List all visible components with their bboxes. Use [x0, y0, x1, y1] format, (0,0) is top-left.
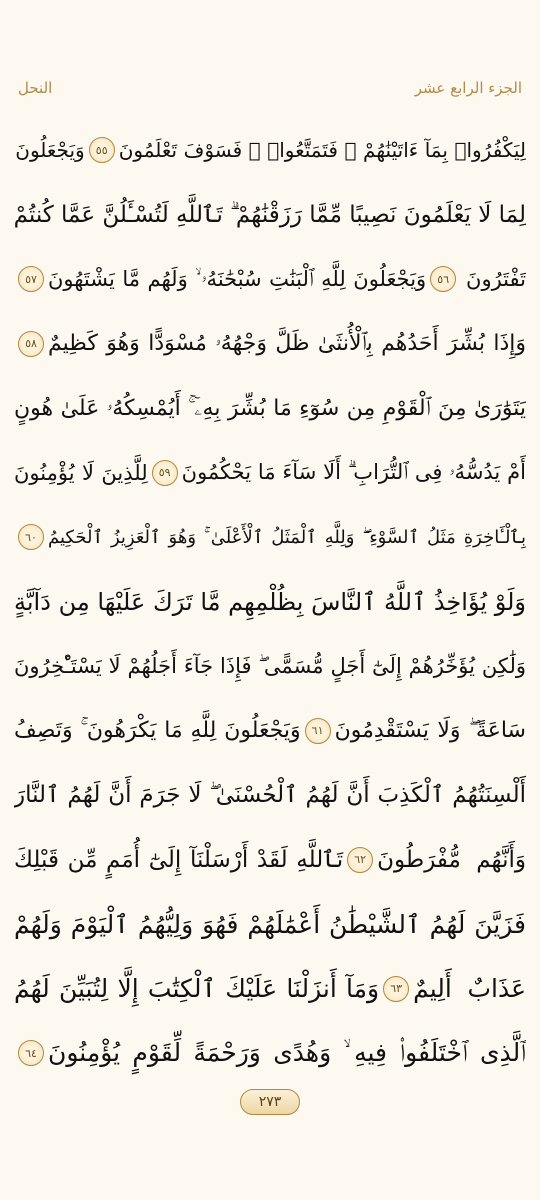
verse-text: سَاعَةً ۖ وَلَا يَسْتَقْدِمُونَ	[334, 718, 526, 744]
verse-text: وَلَٰكِن يُؤَخِّرُهُمْ إِلَىٰٓ أَجَلٍ مُّسَمًّى ۖ فَإِذَا جَآءَ أَجَلُهُمْ لَا يَسْتَـْٔخِرُونَ	[14, 653, 526, 678]
text-line	[14, 183, 526, 248]
text-line	[14, 699, 526, 764]
verse-text: وَيَجْعَلُونَ لِلَّهِ ٱلْبَنَٰتِ سُبْحَٰنَهُۥ ۙ وَلَهُم مَّا يَشْتَهُونَ	[47, 266, 427, 291]
text-line	[14, 763, 526, 828]
page-number-container	[0, 1089, 540, 1115]
text-line	[14, 570, 526, 635]
verse-text: وَمَآ أَنزَلْنَا عَلَيْكَ ٱلْكِتَٰبَ إِلَّا لِتُبَيِّنَ لَهُمُ	[14, 974, 380, 1004]
verse-text: بِٱلْـَٔاخِرَةِ مَثَلُ ٱلسَّوْءِ ۖ وَلِلَّهِ ٱلْمَثَلُ ٱلْأَعْلَىٰ ۚ وَهُوَ ٱلْعَزِيزُ ٱلْحَكِيمُ	[48, 526, 526, 548]
ayah-number-marker: ٦٤	[18, 1040, 44, 1066]
page-header	[18, 76, 522, 100]
verse-text: وَلَوْ يُؤَاخِذُ ٱللَّهُ ٱلنَّاسَ بِظُلْمِهِم مَّا تَرَكَ عَلَيْهَا مِن دَآبَّةٍ	[14, 587, 526, 616]
verse-text: وَأَنَّهُم مُّفْرَطُونَ	[377, 846, 526, 873]
verse-text: فَزَيَّنَ لَهُمُ ٱلشَّيْطَٰنُ أَعْمَٰلَهُمْ فَهُوَ وَلِيُّهُمُ ٱلْيَوْمَ وَلَهُمْ	[14, 909, 526, 939]
verse-text: أَلْسِنَتُهُمُ ٱلْكَذِبَ أَنَّ لَهُمُ ٱلْحُسْنَىٰ ۖ لَا جَرَمَ أَنَّ لَهُمُ ٱلنَّارَ	[14, 782, 526, 809]
verse-text: وَإِذَا بُشِّرَ أَحَدُهُم بِٱلْأُنثَىٰ ظَلَّ وَجْهُهُۥ مُسْوَدًّا وَهُوَ كَظِيمٌ	[48, 331, 526, 357]
text-line	[14, 441, 526, 506]
ayah-number-marker: ٦١	[305, 718, 331, 744]
verse-text: وَيَجْعَلُونَ لِلَّهِ مَا يَكْرَهُونَ ۚ وَتَصِفُ	[14, 718, 301, 744]
verse-text: يَتَوَٰرَىٰ مِنَ ٱلْقَوْمِ مِن سُوٓءِ مَا بُشِّرَ بِهِۦٓ ۚ أَيُمْسِكُهُۥ عَلَىٰ هُونٍ	[14, 395, 526, 421]
ayah-number-marker: ٦٠	[18, 524, 44, 550]
quran-text-body	[14, 118, 526, 1086]
text-line	[14, 892, 526, 957]
verse-text: ٱلَّذِى ٱخْتَلَفُوا۟ فِيهِ ۙ وَهُدًى وَرَحْمَةً لِّقَوْمٍ يُؤْمِنُونَ	[48, 1038, 526, 1068]
text-line	[14, 247, 526, 312]
ayah-number-marker: ٦٣	[383, 976, 409, 1002]
ayah-number-marker: ٥٦	[430, 266, 456, 292]
verse-text: لِلَّذِينَ لَا يُؤْمِنُونَ	[14, 460, 148, 485]
text-line	[14, 828, 526, 893]
text-line	[14, 634, 526, 699]
ayah-number-marker: ٥٩	[152, 460, 178, 486]
juz-name: الجزء الرابع عشر	[414, 79, 522, 97]
verse-text: عَذَابٌ أَلِيمٌ	[413, 974, 526, 1004]
surah-name: النحل	[18, 79, 53, 97]
verse-text: لِمَا لَا يَعْلَمُونَ نَصِيبًا مِّمَّا رَزَقْنَٰهُمْ ۗ تَٱللَّهِ لَتُسْـَٔلُنَّ عَمَّا كُنتُمْ	[14, 201, 526, 228]
text-line	[14, 118, 526, 183]
ayah-number-marker: ٥٨	[18, 331, 44, 357]
ayah-number-marker: ٥٧	[18, 266, 44, 292]
text-line	[14, 957, 526, 1022]
ayah-number-marker: ٦٢	[347, 847, 373, 873]
verse-text: لِيَكْفُرُوا۟ بِمَآ ءَاتَيْنَٰهُمْ ۚ فَتَمَتَّعُوا۟ ۖ فَسَوْفَ تَعْلَمُونَ	[118, 138, 526, 163]
text-line	[14, 1021, 526, 1086]
verse-text: تَٱللَّهِ لَقَدْ أَرْسَلْنَآ إِلَىٰٓ أُمَمٍ مِّن قَبْلِكَ	[14, 846, 344, 873]
verse-text: وَيَجْعَلُونَ	[15, 138, 85, 163]
verse-text: أَمْ يَدُسُّهُۥ فِى ٱلتُّرَابِ ۗ أَلَا سَآءَ مَا يَحْكُمُونَ	[181, 460, 526, 485]
ayah-number-marker: ٥٥	[89, 137, 115, 163]
page-number-badge: ٢٧٣	[240, 1089, 300, 1115]
text-line	[14, 312, 526, 377]
text-line	[14, 505, 526, 570]
text-line	[14, 376, 526, 441]
verse-text: تَفْتَرُونَ	[466, 267, 526, 292]
